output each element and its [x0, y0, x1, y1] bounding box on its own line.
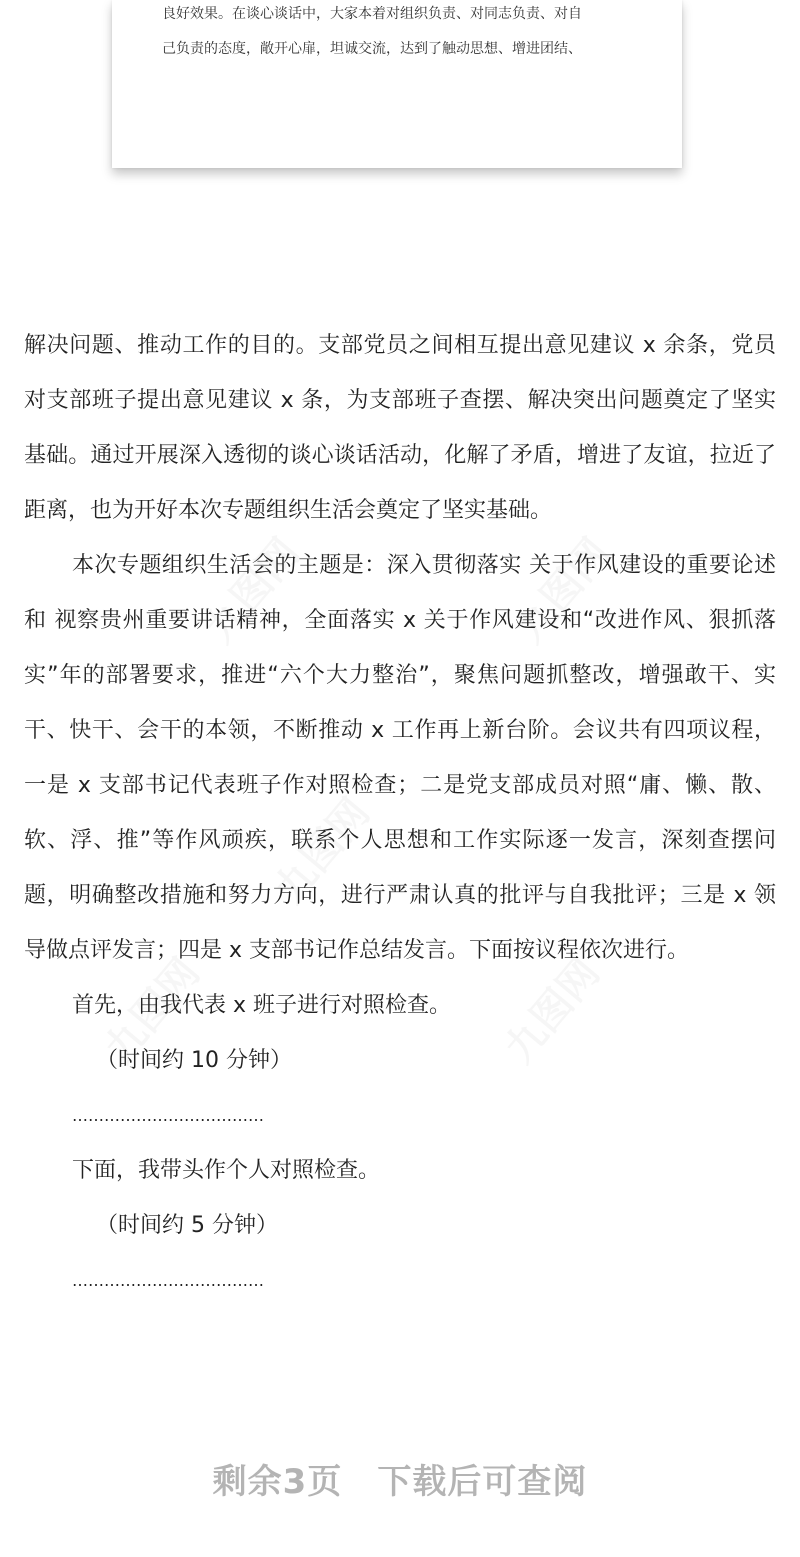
time-note-10min: （时间约 10 分钟）	[96, 1048, 292, 1073]
ellipsis-line-2: ………………………………	[72, 1271, 264, 1290]
document-body	[24, 318, 776, 1308]
paragraph-talk-results: 解决问题、推动工作的目的。支部党员之间相互提出意见建议 x 余条，党员对支部班子提出意见建议 x 条，为支部班子查摆、解决突出问题奠定了坚实基础。通过开展深入透彻的谈心谈话活动，化解了矛盾，增进了友谊，拉近了距离，也为开好本次专题组织生活会奠定了坚实基础。	[24, 333, 776, 523]
preview-text-line-2: 己负责的态度，敞开心扉，坦诚交流，达到了触动思想、增进团结、	[162, 41, 582, 57]
time-note-5min: （时间约 5 分钟）	[96, 1213, 278, 1238]
preview-page-card	[112, 0, 682, 168]
paragraph-personal-review: 下面，我带头作个人对照检查。	[72, 1158, 381, 1183]
paragraph-team-review: 首先，由我代表 x 班子进行对照检查。	[72, 993, 452, 1018]
paragraph-meeting-theme: 本次专题组织生活会的主题是：深入贯彻落实 关于作风建设的重要论述和 视察贵州重要讲话精神，全面落实 x 关于作风建设和“改进作风、狠抓落实”年的部署要求，推进“六个大力整治”，聚焦问题抓整改，增强敢干、实干、快干、会干的本领，不断推动 x 工作再上新台阶。会议共有四项议程，一是 x 支部书记代表班子作对照检查；二是党支部成员对照“庸、懒、散、软、浮、推”等作风顽疾，联系个人思想和工作实际逐一发言，深刻查摆问题，明确整改措施和努力方向，进行严肃认真的批评与自我批评；三是 x 领导做点评发言；四是 x 支部书记作总结发言。下面按议程依次进行。	[24, 553, 776, 963]
remaining-pages-download-link[interactable]: 剩余3页 下载后可查阅	[212, 1462, 588, 1502]
ellipsis-line-1: ………………………………	[72, 1106, 264, 1125]
preview-text-line-1: 良好效果。在谈心谈话中，大家本着对组织负责、对同志负责、对自	[162, 6, 582, 22]
